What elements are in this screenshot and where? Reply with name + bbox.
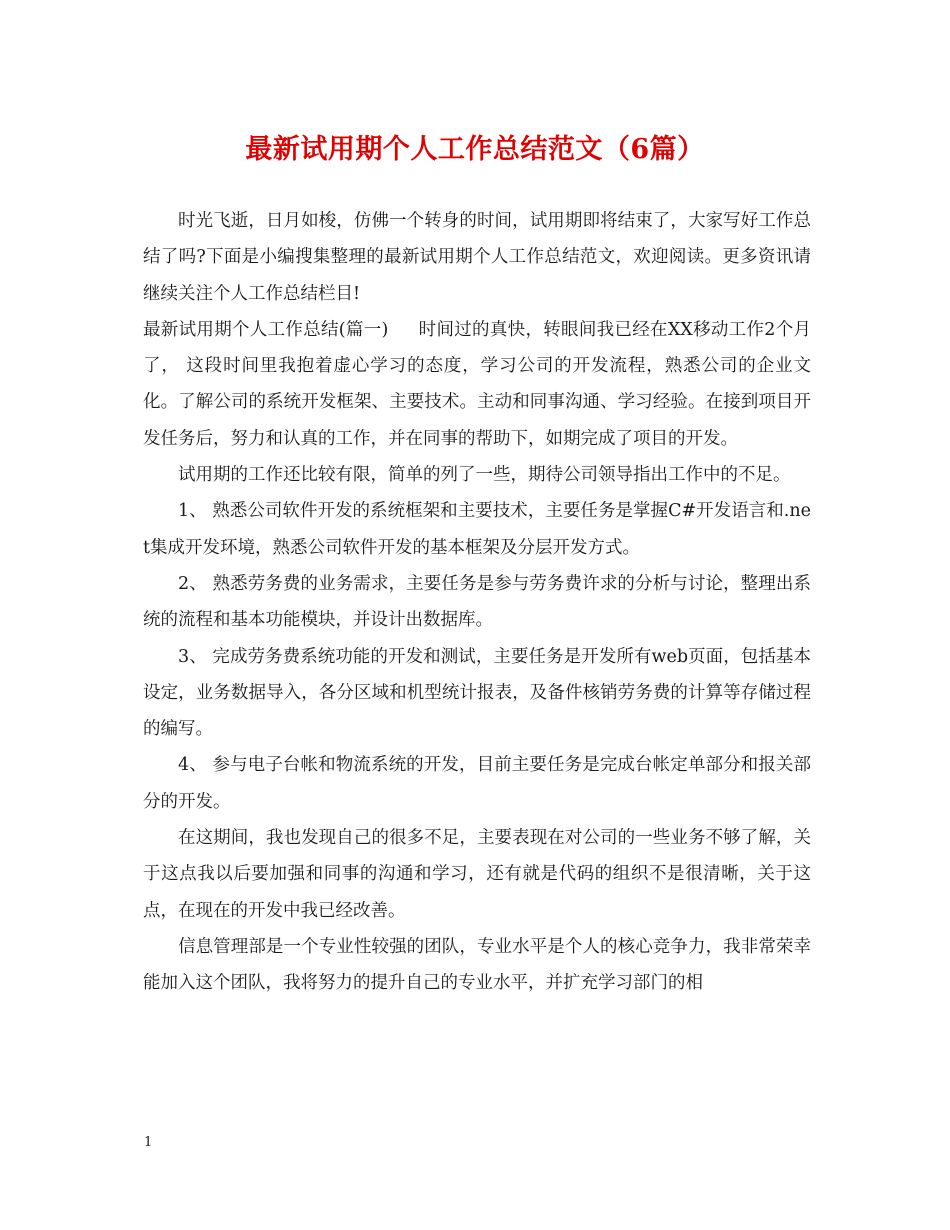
list-item-3: 3、 完成劳务费系统功能的开发和测试，主要任务是开发所有web页面，包括基本设定，业务数据导入，各分区域和机型统计报表，及备件核销劳务费的计算等存储过程的编写。 [143,646,811,740]
document-body [143,203,811,1002]
document-title: 最新试用期个人工作总结范文（6篇） [245,134,705,165]
body-paragraph: 试用期的工作还比较有限，简单的列了一些，期待公司领导指出工作中的不足。 [178,465,791,486]
page-number: 1 [144,1135,153,1150]
body-paragraph: 在这期间，我也发现自己的很多不足，主要表现在对公司的一些业务不够了解，关于这点我以后要加强和同事的沟通和学习，还有就是代码的组织不是很清晰，关于这点，在现在的开发中我已经改善。 [143,828,811,921]
intro-paragraph: 时光飞逝，日月如梭，仿佛一个转身的时间，试用期即将结束了，大家写好工作总结了吗?下面是小编搜集整理的最新试用期个人工作总结范文，欢迎阅读。更多资讯请继续关注个人工作总结栏目! [143,211,811,304]
list-item-4: 4、 参与电子台帐和物流系统的开发，目前主要任务是完成台帐定单部分和报关部分的开发。 [143,755,811,812]
section-paragraph [143,312,811,457]
section-heading: 最新试用期个人工作总结(篇一) [143,319,389,340]
list-item-1: 1、 熟悉公司软件开发的系统框架和主要技术，主要任务是掌握C#开发语言和.net集成开发环境，熟悉公司软件开发的基本框架及分层开发方式。 [143,501,811,558]
section-first-text: 时间过的真快，转眼间我已经在XX移动工作2个月了， 这段时间里我抱着虚心学习的态度，学习公司的开发流程，熟悉公司的企业文化。了解公司的系统开发框架、主要技术。主动和同事沟通、学习经验。在接到项目开发任务后，努力和认真的工作，并在同事的帮助下，如期完成了项目的开发。 [143,319,811,449]
body-paragraph: 信息管理部是一个专业性较强的团队，专业水平是个人的核心竞争力，我非常荣幸能加入这个团队，我将努力的提升自己的专业水平，并扩充学习部门的相 [143,936,811,994]
list-item-2: 2、 熟悉劳务费的业务需求，主要任务是参与劳务费许求的分析与讨论，整理出系统的流程和基本功能模块，并设计出数据库。 [143,573,811,631]
